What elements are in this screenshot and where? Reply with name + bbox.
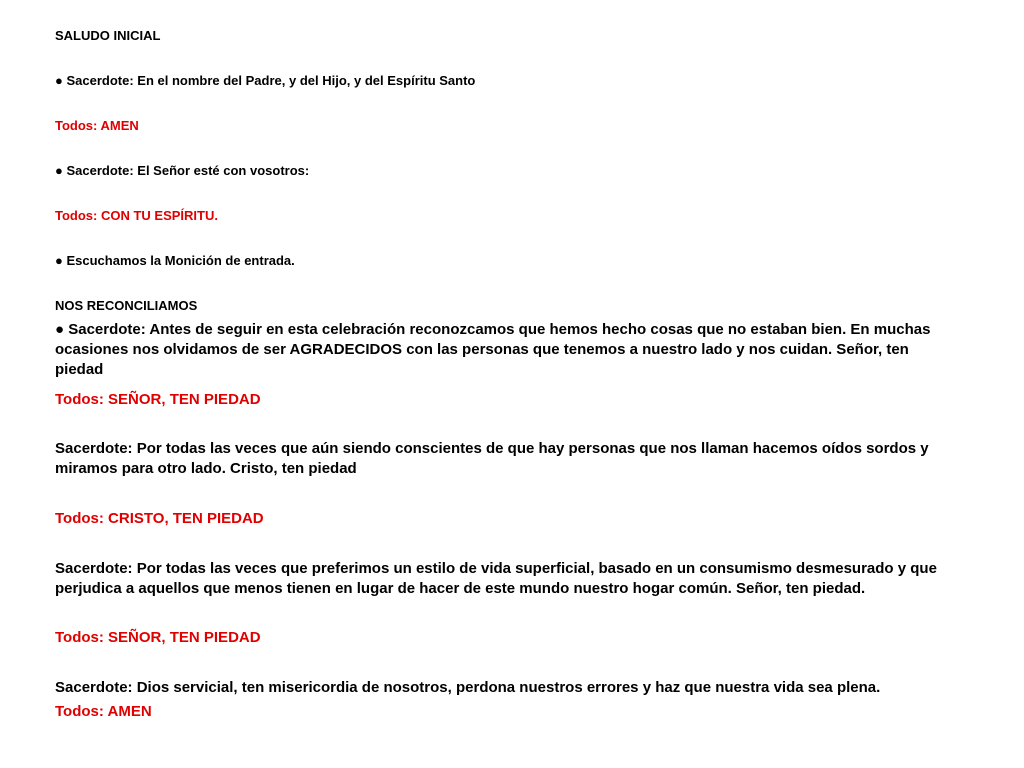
- todos-response-5: Todos: SEÑOR, TEN PIEDAD: [55, 629, 261, 646]
- saludo-heading: SALUDO INICIAL: [55, 28, 161, 43]
- todos-response-4: Todos: CRISTO, TEN PIEDAD: [55, 510, 264, 527]
- reconciliamos-heading: NOS RECONCILIAMOS: [55, 298, 198, 313]
- sacerdote-text-2: Sacerdote: El Señor esté con vosotros:: [66, 163, 310, 178]
- monicion-line: [55, 253, 295, 269]
- todos-response-1: Todos: AMEN: [55, 118, 139, 133]
- todos-response-6: Todos: AMEN: [55, 703, 152, 720]
- bullet-icon: ●: [55, 163, 63, 178]
- sacerdote-text-3: Sacerdote: Antes de seguir en esta celebración reconozcamos que hemos hecho cosas que no estaban bien. En muchas ocasiones nos olvidamos de ser AGRADECIDOS con las personas que tenemos a nuestro lado y nos cuidan. Señor, ten piedad: [55, 321, 931, 378]
- sacerdote-line-4: Sacerdote: Por todas las veces que aún siendo conscientes de que hay personas que nos llaman hacemos oídos sordos y miramos para otro lado. Cristo, ten piedad: [55, 440, 929, 477]
- todos-response-3: Todos: SEÑOR, TEN PIEDAD: [55, 391, 261, 408]
- bullet-icon: ●: [55, 253, 63, 268]
- todos-response-2: Todos: CON TU ESPÍRITU.: [55, 208, 218, 223]
- sacerdote-line-2: [55, 163, 309, 179]
- monicion-text: Escuchamos la Monición de entrada.: [66, 253, 295, 268]
- sacerdote-line-1: [55, 73, 475, 89]
- sacerdote-line-6: Sacerdote: Dios servicial, ten misericordia de nosotros, perdona nuestros errores y haz que nuestra vida sea plena.: [55, 679, 881, 696]
- sacerdote-line-3: [55, 320, 955, 380]
- sacerdote-text-1: Sacerdote: En el nombre del Padre, y del Hijo, y del Espíritu Santo: [66, 73, 476, 88]
- bullet-icon: ●: [55, 321, 65, 338]
- bullet-icon: ●: [55, 73, 63, 88]
- sacerdote-line-5: Sacerdote: Por todas las veces que preferimos un estilo de vida superficial, basado en un consumismo desmesurado y que perjudica a aquellos que menos tienen en lugar de hacer de este mundo nuestro hogar común. Señor, ten piedad.: [55, 560, 937, 597]
